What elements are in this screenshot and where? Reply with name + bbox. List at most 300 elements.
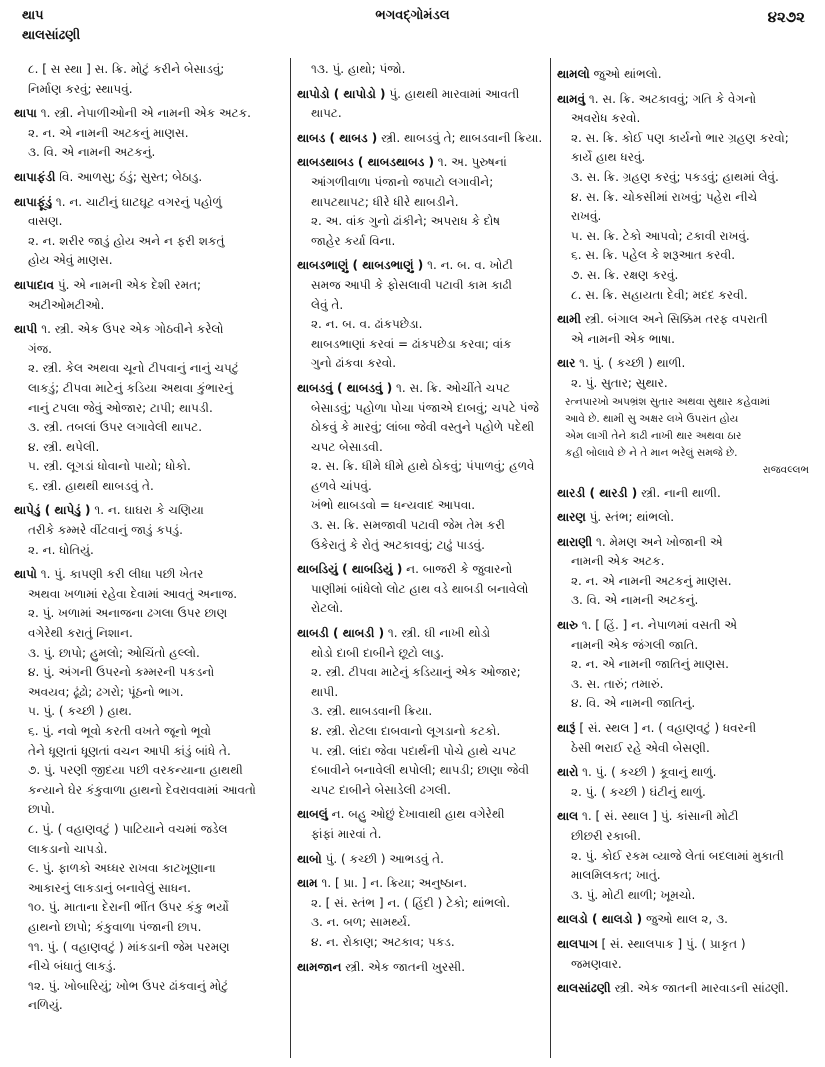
entry-line	[297, 702, 547, 722]
entry-line	[297, 399, 547, 419]
definition-text: નળિયું.	[28, 998, 63, 1013]
headword: થાબડિયું ( થાબડિયું )	[297, 562, 403, 577]
definition-text: રાખવું.	[571, 209, 602, 224]
entry-line	[557, 227, 819, 247]
headword: થાપોડો ( થાપોડો )	[297, 86, 386, 101]
entry-line	[557, 109, 819, 129]
dictionary-entry	[297, 805, 547, 825]
headword: થારૂં	[557, 721, 576, 736]
citation-line	[557, 445, 819, 462]
column-divider	[550, 58, 551, 1058]
definition-text: સ્ત્રી. થાબડવું તે; થાબડવાની ક્રિયા.	[377, 130, 543, 145]
definition-text: [ સં. સ્થાલપાક ] પું. ( પ્રાકૃત )	[597, 936, 746, 951]
headword: થાબો	[297, 851, 322, 866]
definition-text: ૩. સ. ક્રિ. ગ્રહણ કરવું; પકડવું; હાથમાં લેવું.	[571, 169, 779, 184]
definition-text: બેસાડવું; પહોળા પોચા પંજાએ દાબવું; ચપટે પંજે	[311, 400, 539, 415]
entry-line	[297, 173, 547, 193]
entry-line	[297, 335, 547, 355]
definition-text: રાજવલ્લભ	[762, 463, 809, 476]
definition-text: ૯. પું. ફાળકો અધ્ધર રાખવા કાટખૂણાના	[28, 861, 216, 876]
entry-line	[14, 399, 284, 419]
running-head-bottom: થાલસાંઢણી	[22, 28, 81, 43]
entry-line	[297, 761, 547, 781]
definition-text: ચપટ દાબીને બેસાડેલી ઢગલી.	[311, 782, 451, 797]
definition-text: ૪. ન. રોકાણ; અટકાવ; પકડ.	[311, 934, 455, 949]
dictionary-entry	[557, 719, 819, 739]
entry-line	[14, 143, 284, 163]
headword: થામલો	[557, 67, 590, 81]
definition-text: ૧. સ્ત્રી. એક ઉપર એક ગોઠવીને કરેલો	[37, 322, 224, 337]
definition-text: ૮. [ સ સ્થા ] સ. ક્રિ. મોટું કરીને બેસાડવું;	[28, 62, 225, 76]
definition-text: ૧. પું. કાપણી કરી લીધા પછી ખેતર	[36, 567, 204, 582]
definition-text: ૫. સ. ક્રિ. ટેકો આપવો; ટકાવી રાખવું.	[571, 228, 750, 243]
definition-text: ઠોકવું કે મારવું; લાંબા જેવી વસ્તુને પહોળે પદેથી	[311, 420, 535, 435]
citation-line	[557, 394, 819, 411]
definition-text: ન. બાજરી કે જુવારનો	[402, 562, 513, 577]
definition-text: ૧. પું. ( કચ્છી ) કૂવાનું થાળું.	[578, 765, 717, 780]
definition-text: નિર્માણ કરવું; સ્થાપવું.	[28, 81, 133, 96]
definition-text: ૨. ન. ધોતિયું.	[28, 542, 94, 557]
definition-text: ૧૧. પું. ( વહાણવટું ) માંકડાની જેમ પરમણ	[28, 939, 230, 954]
entry-line	[14, 212, 284, 232]
dictionary-entry	[557, 65, 819, 85]
definition-text: થાપી.	[311, 684, 339, 699]
definition-text: ૪. વિ. એ નામની જાતિનું.	[571, 696, 696, 711]
dictionary-entry	[557, 508, 819, 528]
entry-line	[14, 702, 284, 722]
headword: થામ	[297, 876, 318, 891]
dictionary-entry	[557, 616, 819, 636]
entry-line	[557, 955, 819, 975]
definition-text: ૧. અ. પુરુષનાં	[433, 155, 507, 170]
definition-text: [ સં. સ્થલ ] ન. ( વહાણવટું ) ધવરની	[575, 721, 757, 736]
dictionary-entry	[297, 379, 547, 399]
headword: થાલ	[557, 809, 579, 824]
definition-text: ૭. સ. ક્રિ. રક્ષણ કરવું.	[571, 267, 679, 282]
dictionary-entry	[557, 935, 819, 955]
definition-text: જુઓ થાંભલો.	[589, 67, 662, 81]
entry-line	[14, 898, 284, 918]
definition-text: એ નામની એક ભાષા.	[571, 331, 675, 346]
definition-text: ૬. સ. ક્રિ. પહેલ કે શરૂઆત કરવી.	[571, 248, 736, 263]
dictionary-entry	[557, 484, 819, 504]
entry-line	[557, 847, 819, 867]
definition-text: કન્યાને ઘેર કંકુવાળા હાથનો દેવરાવવામાં આવતો	[28, 782, 256, 797]
entry-line	[297, 933, 547, 953]
definition-text: ૧. સ્ત્રી. ઘી નાખી થોડો	[384, 626, 491, 641]
column-3	[557, 60, 819, 999]
definition-text: ઠેસી ભરાઈ રહે એવી બેસણી.	[571, 740, 710, 755]
definition-text: પું. એ નામની એક દેશી રમત;	[54, 277, 202, 292]
entry-line	[14, 840, 284, 860]
dictionary-entry	[557, 90, 819, 110]
page-header	[0, 6, 825, 50]
definition-text: તેને ધૂણતાં ધૂણતાં વચન આપી કાંડું બાંધે તે.	[28, 743, 231, 758]
dictionary-entry	[557, 533, 819, 553]
definition-text: ૮. સ. ક્રિ. સહાયતા દેવી; મદદ કરવી.	[571, 287, 748, 302]
headword: થાપા	[14, 106, 37, 121]
entry-line	[297, 825, 547, 845]
entry-line	[297, 781, 547, 801]
entry-line	[14, 722, 284, 742]
definition-text: છીછરી રકાબી.	[571, 829, 641, 843]
book-title: ભગવદ્ગોમંડલ	[375, 8, 450, 23]
dictionary-entry	[557, 310, 819, 330]
definition-text: થાપટથાપટ; ધીરે ધીરે થાબડીને.	[311, 194, 459, 209]
definition-text: ૫. પું. ( કચ્છી ) હાથ.	[28, 704, 132, 719]
definition-text: તરીકે કમ્મરે વીંટવાનું જાડું કપડું.	[28, 523, 183, 538]
definition-text: ૩. સ. ક્રિ. સમજાવી પટાવી જેમ તેમ કરી	[311, 518, 505, 533]
definition-text: ૬. પું. નવો ભૂવો કરતી વખતે જૂનો ભૂવો	[28, 724, 212, 738]
dictionary-entry	[14, 320, 284, 340]
definition-text: હાથનો છાપો; કંકુવાળા પંજાની છાપ.	[28, 919, 202, 934]
definition-text: નામની એક અટક.	[571, 554, 665, 569]
entry-line	[557, 655, 819, 675]
entry-line	[14, 996, 284, 1016]
definition-text: અથવા ખળામાં રહેવા દેવામાં આવતું અનાજ.	[28, 586, 238, 601]
definition-text: અવરોધ કરવો.	[571, 111, 641, 126]
entry-line	[557, 886, 819, 906]
headword: થારણ	[557, 510, 586, 525]
definition-text: ૪. સ્ત્રી. થપેલી.	[28, 439, 100, 454]
definition-text: અટીઓમટીઓ.	[28, 297, 105, 312]
headword: થારો	[557, 765, 579, 780]
definition-text: ૨. સ્ત્રી. કેલ અથવા ચૂનો ટીપવાનું નાનું ચપટું	[28, 361, 239, 376]
entry-line	[297, 276, 547, 296]
definition-text: ૩. પું. મોટી થાળી; ખૂમચો.	[571, 887, 696, 902]
entry-line	[14, 859, 284, 879]
definition-text: ૨. પું. ખળામાં અનાજના ઢગલા ઉપર છાણ	[28, 606, 228, 621]
definition-text: પું. સ્તંભ; થાંભલો.	[585, 510, 675, 525]
entry-line	[297, 894, 547, 914]
headword: થાલસાંઢણી	[557, 981, 611, 996]
definition-text: છાપો.	[28, 802, 55, 817]
headword: થાબડભાણું ( થાબડભાણું )	[297, 258, 424, 273]
definition-text: પાણીમાં બાંધેલો લોટ હાથ વડે થાબડી બનાવેલો	[311, 581, 529, 596]
dictionary-entry	[297, 874, 547, 894]
entry-line	[14, 604, 284, 624]
definition-text: રત્નપારખો અપભ્રંશ સુતાર અથવા સુથાર કહેવામાં	[565, 395, 771, 408]
entry-line	[14, 800, 284, 820]
definition-text: જુઓ થાલ ૨, ૩.	[642, 912, 728, 927]
definition-text: લેવું તે.	[311, 297, 344, 312]
headword: થાર	[557, 356, 576, 371]
definition-text: ૨. અ. વાંક ગુનો ઢાંકીને; અપરાધ કે દોષ	[311, 214, 501, 229]
definition-text: ૩. પું. છાપો; હુમલો; ઓચિંતો હલ્લો.	[28, 645, 200, 660]
entry-line	[297, 457, 547, 477]
dictionary-entry	[297, 560, 547, 580]
definition-text: કહી બોલાવે છે ને તે માન ભરેલું સમજે છે.	[565, 446, 738, 459]
headword: થારડી ( થારડી )	[557, 485, 638, 500]
entry-line	[557, 783, 819, 803]
definition-text: કાર્યે હાથ ધરવું.	[571, 150, 646, 165]
definition-text: ૨. સ્ત્રી. ટીપવા માટેનું કડિયાનું એક ઓજાર;	[311, 665, 521, 680]
definition-text: એમ લાગી તેને કાઢી નાખી થાર અથવા ઠાર	[565, 429, 742, 442]
definition-text: ચપટ બેસાડવી.	[311, 439, 383, 454]
definition-text: ૧૩. પું. હાથો; પંજો.	[311, 62, 406, 76]
dictionary-entry	[14, 193, 284, 213]
definition-text: ૫. સ્ત્રી. લાંદા જેવા પદાર્થની પોચે હાથે ચપટ	[311, 743, 517, 758]
dictionary-entry	[14, 501, 284, 521]
entry-line	[14, 418, 284, 438]
definition-text: સ્ત્રી. એક જાતની ખુરસી.	[341, 959, 466, 974]
headword: થામજાન	[297, 959, 342, 974]
dictionary-entry	[14, 168, 284, 188]
definition-text: ૨. પું. સુતાર; સુથાર.	[571, 375, 668, 390]
entry-line	[14, 541, 284, 561]
definition-text: પું. હાથથી મારવામાં આવતી	[385, 86, 520, 101]
entry-line	[297, 516, 547, 536]
definition-text: લાકડું; ટીપવા માટેનું કડિયા અથવા કુંભારનું	[28, 380, 234, 395]
entry-line	[557, 188, 819, 208]
entry-line	[297, 580, 547, 600]
entry-line	[297, 315, 547, 335]
definition-text: ૩. ન. બળ; સામર્થ્ય.	[311, 915, 411, 930]
entry-line	[557, 866, 819, 886]
definition-text: વિ. આળસુ; ઠંડું; સુસ્ત; બેઠાડુ.	[55, 169, 203, 184]
entry-line	[557, 148, 819, 168]
definition-text: જાહેર કર્યા વિના.	[311, 233, 396, 248]
headword: થાપાફૂંડું	[14, 194, 53, 209]
entry-line	[14, 340, 284, 360]
entry-line	[14, 879, 284, 899]
dictionary-entry	[14, 104, 284, 124]
entry-line	[557, 572, 819, 592]
headword: થાપેડું ( થાપેડું )	[14, 503, 91, 518]
dictionary-entry	[14, 276, 284, 296]
definition-text: ૨. ન. એ નામની અટકનું માણસ.	[28, 125, 189, 140]
entry-line	[297, 644, 547, 664]
definition-text: ૧. ન. બ. વ. ખોટી	[423, 258, 513, 273]
definition-text: ૨. ન. એ નામની જાતિનું માણસ.	[571, 657, 729, 672]
entry-line	[557, 286, 819, 306]
definition-text: અવયવ; ઢૂંઢો; ઢગરો; પૂંઠનો ભાગ.	[28, 684, 184, 699]
entry-line	[297, 60, 547, 80]
definition-text: આંગળીવાળા પંજાનો જપાટો લગાવીને;	[311, 174, 494, 189]
dictionary-entry	[297, 624, 547, 644]
citation-source	[557, 462, 819, 479]
entry-line	[557, 374, 819, 394]
headword: થારાણી	[557, 534, 593, 549]
entry-line	[557, 694, 819, 714]
entry-line	[14, 761, 284, 781]
dictionary-entry	[14, 565, 284, 585]
definition-text: ૧. પું. ( કચ્છી ) થાળી.	[575, 356, 686, 371]
dictionary-entry	[297, 850, 547, 870]
dictionary-entry	[297, 958, 547, 978]
headword: થામવું	[557, 91, 586, 106]
entry-line	[14, 957, 284, 977]
column-1	[14, 60, 284, 1016]
dictionary-entry	[297, 256, 547, 276]
definition-text: સ્ત્રી. નાની થાળી.	[637, 485, 721, 500]
entry-line	[557, 675, 819, 695]
entry-line	[14, 918, 284, 938]
entry-line	[14, 438, 284, 458]
definition-text: ૧. [ પ્રા. ] ન. ક્રિયા; અનુષ્ઠાન.	[317, 876, 468, 891]
entry-line	[297, 683, 547, 703]
definition-text: વગેરેથી કરાતું નિશાન.	[28, 626, 133, 641]
headword: થાબલું	[297, 807, 328, 822]
entry-line	[14, 521, 284, 541]
entry-line	[557, 591, 819, 611]
definition-text: ૨. ન. બ. વ. ઢાંકપછેડા.	[311, 317, 423, 332]
entry-line	[297, 599, 547, 619]
headword: થામી	[557, 312, 582, 327]
definition-text: ૧. ન. ઘાઘરા કે ચણિયા	[90, 503, 204, 518]
definition-text: સ્ત્રી. એક જાતની મારવાડની સાંઢણી.	[610, 981, 789, 996]
entry-line	[297, 663, 547, 683]
entry-line	[14, 457, 284, 477]
definition-text: ૩. સ્ત્રી. તબલાં ઉપર લગાવેલી થાપટ.	[28, 420, 203, 435]
definition-text: ૨. પું. ( કચ્છી ) ઘંટીનું થાળું.	[571, 784, 706, 799]
definition-text: ૪. પું. અંગની ઉપરનો કમ્મરની પકડનો	[28, 665, 215, 680]
entry-line	[14, 585, 284, 605]
entry-line	[14, 379, 284, 399]
definition-text: માલમિલકત; ખાતું.	[571, 868, 661, 883]
entry-line	[297, 722, 547, 742]
entry-line	[14, 124, 284, 144]
page-number: ૪૨૭૨	[767, 8, 805, 26]
headword: થાબડવું ( થાબડવું )	[297, 380, 393, 395]
definition-text: ન. બહુ ઓછું દેખાવાથી હાથ વગેરેથી	[327, 807, 505, 822]
headword: થાપાદાવ	[14, 277, 54, 292]
entry-line	[297, 438, 547, 458]
headword: થાબડી ( થાબડી )	[297, 626, 385, 641]
definition-text: ૧. મેમણ અને ખોજાની એ	[592, 534, 723, 549]
definition-text: ૩. વિ. એ નામની અટકનું.	[28, 145, 156, 160]
definition-text: ૧. [ હિં. ] ન. નેપાળમાં વસતી એ	[577, 618, 738, 633]
entry-line	[297, 354, 547, 374]
definition-text: સ્ત્રી. બંગાલ અને સિક્કિમ તરફ વપરાતી	[581, 312, 768, 327]
entry-line	[14, 80, 284, 100]
column-2	[297, 60, 547, 977]
definition-text: ૮. પું. ( વહાણવટું ) પાટિયાને વચમાં જડેલ	[28, 821, 228, 836]
entry-line	[14, 232, 284, 252]
entry-line	[14, 938, 284, 958]
entry-line	[14, 624, 284, 644]
definition-text: ૬. સ્ત્રી. હાથથી થાબડવું તે.	[28, 478, 154, 493]
column-divider	[290, 58, 291, 1058]
entry-line	[557, 552, 819, 572]
definition-text: ગુનો ઢાંકવા કરવો.	[311, 356, 397, 371]
entry-line	[557, 827, 819, 847]
definition-text: ઉકેરાતું કે રોતું અટકાવવું; ટાઢું પાડવું.	[311, 537, 485, 552]
citation-line	[557, 411, 819, 428]
entry-line	[297, 212, 547, 232]
definition-text: ૩. વિ. એ નામની અટકનું.	[571, 593, 699, 608]
headword: થાબડથાબડ ( થાબડથાબડ )	[297, 155, 434, 170]
entry-line	[297, 296, 547, 316]
dictionary-entry	[557, 807, 819, 827]
definition-text: ૨. ન. એ નામની અટકનું માણસ.	[571, 573, 732, 588]
definition-text: ૧૨. પું. ખોબારિયું; ખોભ ઉપર ઢાંકવાનું મોટું	[28, 978, 229, 993]
definition-text: રોટલો.	[311, 601, 344, 616]
entry-line	[14, 477, 284, 497]
entry-line	[14, 820, 284, 840]
definition-text: આકારનું લાકડાનું બનાવેલું સાધન.	[28, 880, 191, 895]
definition-text: ૨. પું. કોઈ રકમ વ્યાજે લેતાં બદલામાં મુકાતી	[571, 848, 784, 863]
definition-text: ૨. [ સં. સ્તંભ ] ન. ( હિંદી ) ટેકો; થાંભલો.	[311, 895, 511, 910]
definition-text: ૧૦. પું. માતાના દેરાની ભીંત ઉપર કંકુ ભર્યો	[28, 900, 229, 915]
definition-text: દબાવીને બનાવેલી થપોલી; થાપડી; છાણા જેવી	[311, 763, 530, 778]
headword: થાપો	[14, 567, 37, 582]
definition-text: ગંજ.	[28, 341, 52, 356]
entry-line	[557, 207, 819, 227]
entry-line	[557, 168, 819, 188]
entry-line	[297, 913, 547, 933]
dictionary-entry	[297, 153, 547, 173]
definition-text: ૫. સ્ત્રી. લૂગડાં ધોવાનો પાયો; ધોકો.	[28, 459, 191, 474]
entry-line	[297, 742, 547, 762]
definition-text: થાપટ.	[311, 106, 342, 121]
entry-line	[297, 496, 547, 516]
entry-line	[557, 739, 819, 759]
definition-text: થાબડભાણાં કરવાં = ઢાંકપછેડા કરવા; વાંક	[311, 336, 512, 351]
dictionary-entry	[557, 354, 819, 374]
definition-text: ૨. સ. ક્રિ. ધીમે ધીમે હાથે ઠોકવું; પંપાળવું; હળવે	[311, 459, 535, 474]
citation-line	[557, 428, 819, 445]
definition-text: હળવે ચાંપવું.	[311, 478, 372, 493]
entry-line	[297, 536, 547, 556]
definition-text: ફાંફાં મારવાં તે.	[311, 826, 382, 841]
dictionary-entry	[557, 763, 819, 783]
entry-line	[297, 477, 547, 497]
dictionary-entry	[557, 910, 819, 930]
entry-line	[557, 330, 819, 350]
headword: થારુ	[557, 618, 578, 633]
entry-line	[297, 104, 547, 124]
entry-line	[297, 193, 547, 213]
headword: થાબડ ( થાબડ )	[297, 130, 378, 145]
entry-line	[14, 977, 284, 997]
definition-text: નીચે બંધાતું લાકડું.	[28, 959, 117, 974]
dictionary-entry	[297, 129, 547, 149]
definition-text: વાસણ.	[28, 214, 63, 229]
definition-text: પું. ( કચ્છી ) આભડવું તે.	[321, 851, 444, 866]
definition-text: આવે છે. થામી સુ અક્ષર લખે ઉપરાંત હોય	[565, 412, 739, 425]
definition-text: હોય એવું માણસ.	[28, 253, 113, 268]
entry-line	[14, 251, 284, 271]
headword: થાલડો ( થાલડો )	[557, 912, 643, 927]
definition-text: સમજ આપી કે ફોસલાવી પટાવી કામ કાઢી	[311, 277, 512, 292]
definition-text: ૧. સ. ક્રિ. અટકાવવું; ગતિ કે વેગનો	[585, 91, 757, 106]
entry-line	[297, 418, 547, 438]
entry-line	[557, 129, 819, 149]
entry-line	[14, 742, 284, 762]
definition-text: થોડો દાબી દાબીને છૂટો લાડુ.	[311, 645, 445, 660]
definition-text: ૩. સ. તારું; તમારું.	[571, 676, 664, 691]
definition-text: ૪. સ. ક્રિ. ચોકસીમાં રાખવું; પહેરા નીચે	[571, 189, 758, 204]
entry-line	[14, 683, 284, 703]
definition-text: નાનું ટપલા જેવું ઓજાર; ટાપી; થાપડી.	[28, 400, 213, 415]
definition-text: ખંભો થાબડવો = ધન્યવાદ આપવા.	[311, 498, 476, 513]
definition-text: ૧. ન. ચાટીનું ઘાટઘૂટ વગરનું પહોળું	[52, 194, 222, 209]
entry-line	[14, 359, 284, 379]
definition-text: જમણવાર.	[571, 956, 622, 971]
running-head-top: થાપ	[22, 8, 44, 23]
entry-line	[557, 266, 819, 286]
entry-line	[14, 60, 284, 80]
dictionary-entry	[557, 979, 819, 999]
definition-text: નામની એક જંગલી જાતિ.	[571, 637, 699, 652]
entry-line	[14, 663, 284, 683]
entry-line	[14, 644, 284, 664]
entry-line	[14, 296, 284, 316]
entry-line	[557, 636, 819, 656]
definition-text: ૪. સ્ત્રી. રોટલા દાબવાનો લૂગડાનો કટકો.	[311, 724, 501, 738]
definition-text: ૧. [ સં. સ્થાલ ] પું. કાંસાની મોટી	[578, 809, 739, 824]
